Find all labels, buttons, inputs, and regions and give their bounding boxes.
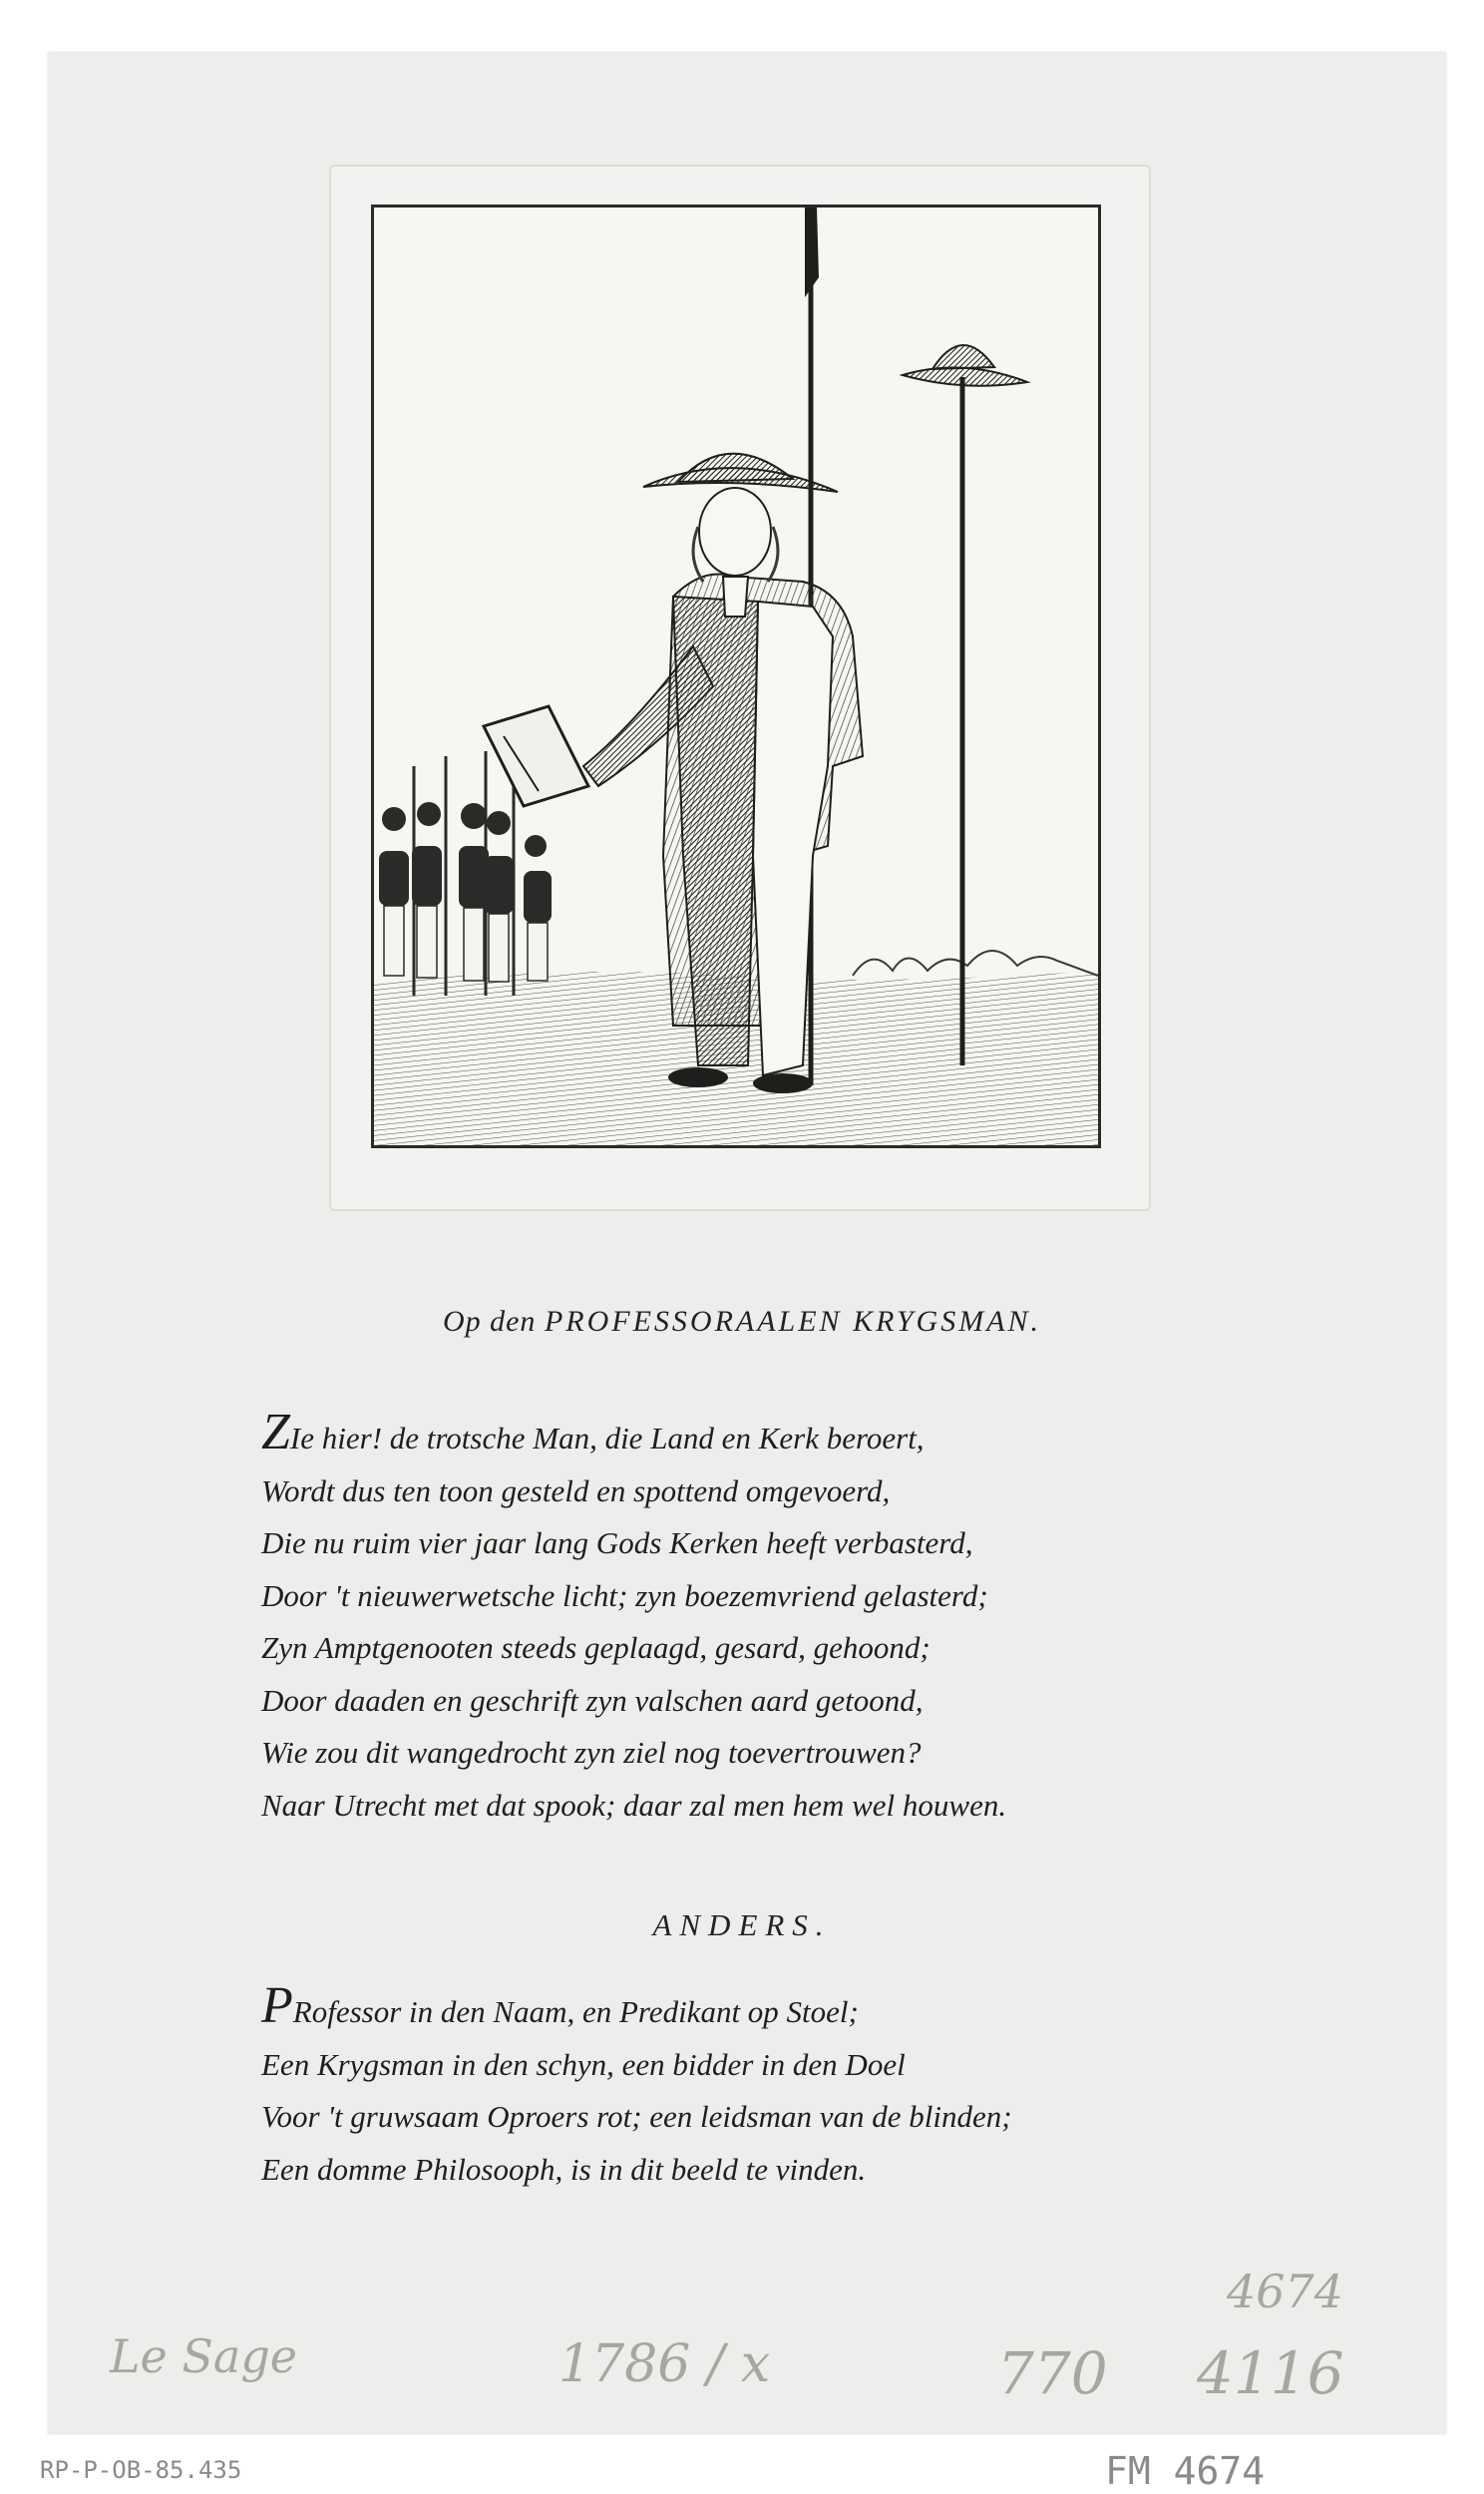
verse-line: Een Krygsman in den schyn, een bidder in den Doel bbox=[261, 2046, 906, 2082]
pencil-note-number: 770 bbox=[997, 2339, 1108, 2407]
pencil-note-right-bottom: 4116 bbox=[1197, 2339, 1344, 2407]
verse-line: Door daaden en geschrift zyn valschen aard getoond, bbox=[261, 1682, 924, 1718]
poem-second-verse bbox=[261, 1977, 1259, 2196]
verse-line-text: Rofessor in den Naam, en Predikant op Stoel; bbox=[292, 1994, 859, 2029]
verse-line bbox=[261, 1977, 1259, 2039]
verse-line bbox=[261, 1404, 1259, 1465]
engraving-image bbox=[371, 205, 1101, 1148]
verse-line: Een domme Philosooph, is in dit beeld te vinden. bbox=[261, 2151, 867, 2187]
figure-head bbox=[699, 488, 771, 576]
section-subtitle: ANDERS. bbox=[652, 1907, 832, 1942]
verse-line: Zyn Amptgenooten steeds geplaagd, gesard, gehoond; bbox=[261, 1630, 930, 1665]
title-prefix: Op den bbox=[442, 1305, 537, 1338]
verse-line: Door 't nieuwerwetsche licht; zyn boezemvriend gelasterd; bbox=[261, 1577, 988, 1613]
book bbox=[484, 706, 588, 806]
drop-cap: Z bbox=[261, 1404, 290, 1460]
poem-title bbox=[0, 1305, 1484, 1339]
inventory-code: FM 4674 bbox=[1105, 2449, 1266, 2493]
verse-line: Naar Utrecht met dat spook; daar zal men hem wel houwen. bbox=[261, 1787, 1007, 1823]
verse-line: Die nu ruim vier jaar lang Gods Kerken heeft verbasterd, bbox=[261, 1525, 973, 1560]
pencil-note-artist: Le Sage bbox=[110, 2329, 297, 2383]
shrubs bbox=[853, 951, 1098, 976]
verse-line: Wie zou dit wangedrocht zyn ziel nog toevertrouwen? bbox=[261, 1735, 922, 1770]
verse-line: Wordt dus ten toon gesteld en spottend omgevoerd, bbox=[261, 1472, 891, 1508]
hat-on-pole bbox=[932, 345, 994, 369]
verse-line-text: Ie hier! de trotsche Man, die Land en Kerk beroert, bbox=[289, 1421, 925, 1455]
title-main: PROFESSORAALEN KRYGSMAN. bbox=[544, 1305, 1042, 1338]
drop-cap: P bbox=[261, 1977, 293, 2034]
poem-first-verse bbox=[261, 1404, 1259, 1832]
pencil-note-right-top: 4674 bbox=[1227, 2265, 1344, 2318]
caricature-illustration bbox=[374, 208, 1098, 1145]
inventory-number: RP-P-OB-85.435 bbox=[40, 2456, 242, 2484]
verse-line: Voor 't gruwsaam Oproers rot; een leidsman van de blinden; bbox=[261, 2099, 1012, 2134]
pencil-note-year: 1786 / x bbox=[558, 2334, 771, 2394]
